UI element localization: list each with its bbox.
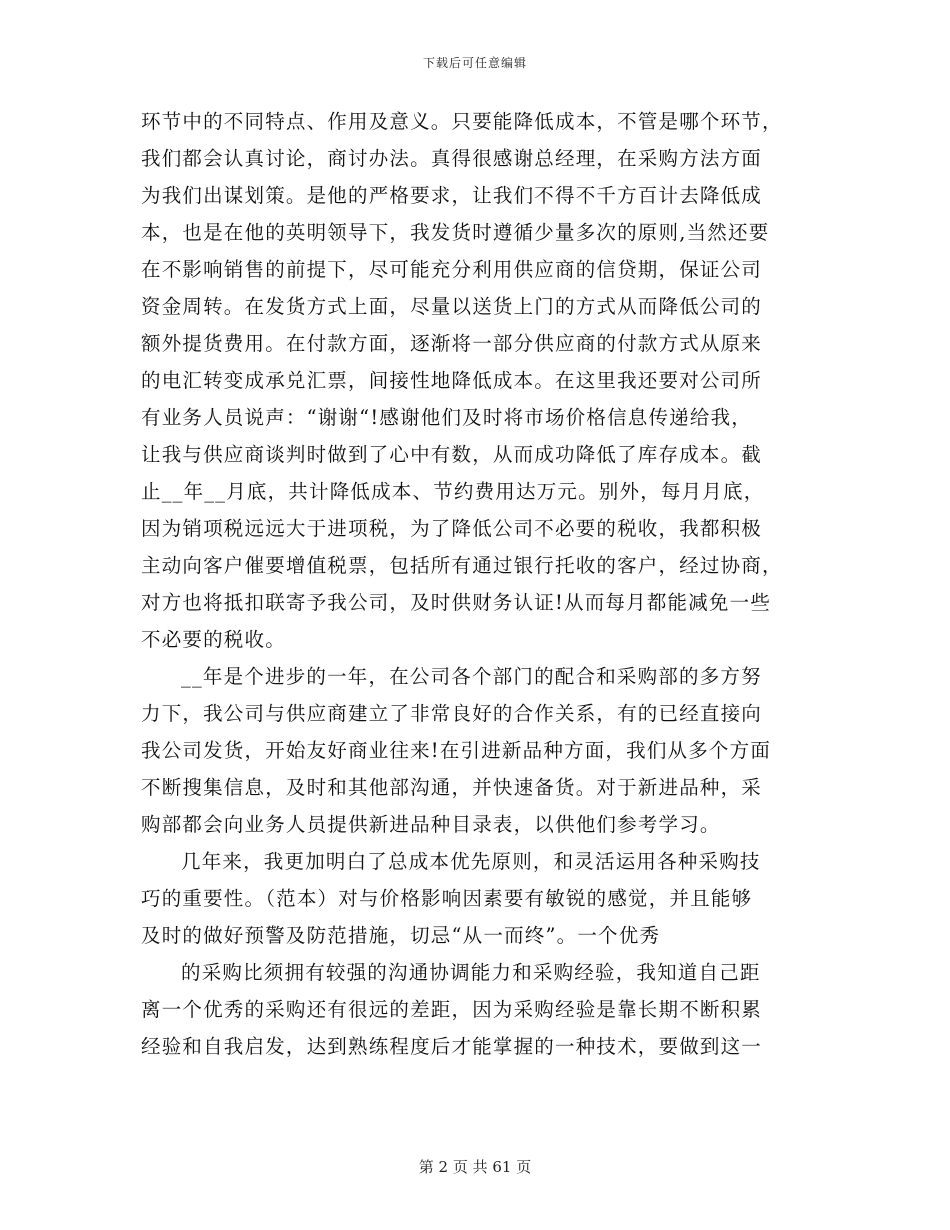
text-line: 本，也是在他的英明领导下，我发货时遵循少量多次的原则,当然还要 [141,221,770,244]
text-line: 我公司发货，开始友好商业往来!在引进新品种方面，我们从多个方面 [141,739,772,762]
text-line: 离一个优秀的采购还有很远的差距，因为采购经验是靠长期不断积累 [141,998,763,1021]
text-line: 环节中的不同特点、作用及意义。只要能降低成本，不管是哪个环节， [141,110,783,133]
text-line: 额外提货费用。在付款方面，逐渐将一部分供应商的付款方式从原来 [141,332,763,355]
text-line: 我们都会认真讨论，商讨办法。真得很感谢总经理，在采购方法方面 [141,147,763,170]
text-line: 让我与供应商谈判时做到了心中有数，从而成功降低了库存成本。截 [141,443,763,466]
text-line: 力下，我公司与供应商建立了非常良好的合作关系，有的已经直接向 [141,702,763,725]
paragraph-start-line: 几年来，我更加明白了总成本优先原则，和灵活运用各种采购技 [181,850,761,873]
text-line: 巧的重要性。（范本）对与价格影响因素要有敏锐的感觉，并且能够 [141,887,753,910]
text-line: 不必要的税收。 [141,628,286,651]
paragraph-start-line: __年是个进步的一年，在公司各个部门的配合和采购部的多方努 [181,665,762,688]
text-line: 购部都会向业务人员提供新进品种目录表，以供他们参考学习。 [141,813,721,836]
text-line: 在不影响销售的前提下，尽可能充分利用供应商的信贷期，保证公司 [141,258,763,281]
text-line: 有业务人员说声：“谢谢“!感谢他们及时将市场价格信息传递给我， [141,406,752,429]
text-line: 及时的做好预警及防范措施，切忌“从一而终”。一个优秀 [141,924,661,947]
text-line: 因为销项税远远大于进项税，为了降低公司不必要的税收，我都积极 [141,517,763,540]
paragraph-start-line: 的采购比须拥有较强的沟通协调能力和采购经验，我知道自己距 [181,961,761,984]
text-line: 止__年__月底，共计降低成本、节约费用达万元。别外，每月月底， [141,480,765,503]
page-number: 第 2 页 共 61 页 [418,1158,532,1176]
text-line: 主动向客户催要增值税票，包括所有通过银行托收的客户，经过协商， [141,554,783,577]
text-line: 对方也将抵扣联寄予我公司，及时供财务认证!从而每月都能减免一些 [141,591,772,614]
text-line: 的电汇转变成承兑汇票，间接性地降低成本。在这里我还要对公司所 [141,369,763,392]
text-line: 为我们出谋划策。是他的严格要求，让我们不得不千方百计去降低成 [141,184,763,207]
page-header-note: 下载后可任意编辑 [422,56,527,70]
text-line: 不断搜集信息，及时和其他部沟通，并快速备货。对于新进品种，采 [141,776,763,799]
document-body [141,103,811,1065]
text-line: 经验和自我启发，达到熟练程度后才能掌握的一种技术，要做到这一 [141,1035,763,1058]
text-line: 资金周转。在发货方式上面，尽量以送货上门的方式从而降低公司的 [141,295,763,318]
